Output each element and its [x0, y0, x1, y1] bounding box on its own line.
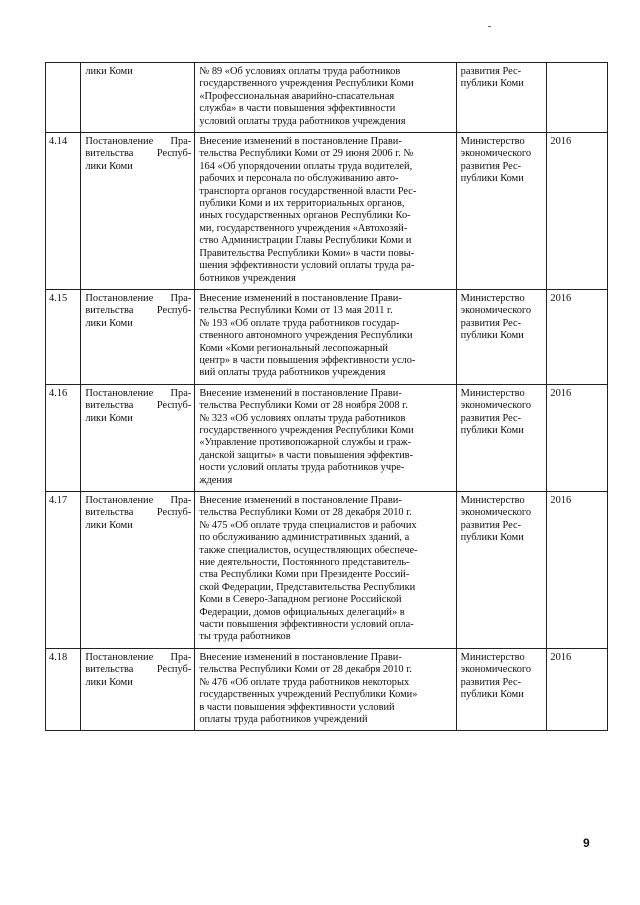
executor-line: развития Рес-	[460, 160, 522, 172]
executor-line: публики Коми	[460, 424, 524, 436]
executor-line: развития Рес-	[460, 412, 522, 424]
cell-executor	[456, 63, 547, 133]
cell-description	[195, 648, 456, 730]
description-line: № 193 «Об оплате труда работников государ-	[199, 317, 400, 329]
description-line: 164 «Об упорядочении оплаты труда водителей,	[199, 160, 413, 172]
executor-line: публики Коми	[460, 689, 524, 701]
description-line: вий оплаты труда работников учреждения	[199, 367, 386, 379]
document-type-line	[85, 652, 191, 664]
executor-line: развития Рес-	[460, 519, 522, 531]
cell-deadline: 2016	[547, 133, 608, 290]
cell-document-type	[81, 63, 195, 133]
description-line: иных государственных органов Республики Ко-	[199, 210, 411, 222]
executor-line: Министерство	[460, 387, 525, 399]
cell-description	[195, 133, 456, 290]
executor-line: публики Коми	[460, 173, 524, 185]
description-line: государственных учреждений Республики Коми»	[199, 689, 418, 701]
description-line: ждения	[199, 474, 233, 486]
cell-number: 4.18	[46, 648, 81, 730]
document-type-line	[85, 136, 191, 148]
document-type-word: Респуб-	[156, 664, 192, 676]
document-type-line	[85, 388, 191, 400]
description-line: Внесение изменений в постановление Прави-	[199, 292, 402, 304]
table-row-continuation	[46, 63, 608, 133]
document-type-line	[85, 400, 191, 412]
description-line: тельства Республики Коми от 28 ноября 2008 г.	[199, 400, 408, 412]
description-line: «Профессиональная аварийно-спасательная	[199, 90, 395, 102]
description-line: транспорта органов государственной власти Рес-	[199, 185, 417, 197]
document-type-word: вительства	[85, 148, 134, 160]
description-line: в части повышения эффективности условий	[199, 701, 395, 713]
description-line: ботников учреждения	[199, 272, 296, 284]
description-line: государственного учреждения Республики Коми	[199, 424, 414, 436]
document-type-line: лики Коми	[85, 519, 133, 531]
cell-description	[195, 492, 456, 649]
document-type-word: Респуб-	[156, 507, 192, 519]
executor-line: Министерство	[460, 495, 525, 506]
cell-deadline: 2016	[547, 492, 608, 649]
executor-line: Министерство	[460, 292, 525, 304]
document-type-word: Респуб-	[156, 305, 192, 317]
description-line: ние деятельности, Постоянного представитель-	[199, 557, 410, 569]
document-type-word: вительства	[85, 305, 134, 317]
document-type-word: Постановление	[85, 651, 154, 663]
document-type-word: Пра-	[170, 387, 192, 399]
document-type-line	[85, 293, 191, 305]
scan-speck	[488, 26, 491, 27]
document-type-line: лики Коми	[85, 66, 133, 77]
cell-executor	[456, 133, 547, 290]
executor-line: развития Рес-	[460, 317, 522, 329]
table-row	[46, 492, 608, 649]
document-type-word: Пра-	[170, 292, 192, 304]
description-line: № 476 «Об оплате труда работников некоторых	[199, 676, 410, 688]
document-type-word: Постановление	[85, 495, 154, 506]
executor-line: экономического	[460, 664, 532, 676]
cell-document-type	[81, 289, 195, 384]
document-type-word: Респуб-	[156, 148, 192, 160]
cell-deadline: 2016	[547, 289, 608, 384]
document-type-word: Постановление	[85, 292, 154, 304]
description-line: также специалистов, осуществляющих обеспече-	[199, 544, 418, 556]
document-type-line	[85, 664, 191, 676]
description-line: государственного учреждения Республики Коми	[199, 78, 414, 90]
description-line: тельства Республики Коми от 29 июня 2006 г. №	[199, 148, 414, 160]
cell-number: 4.17	[46, 492, 81, 649]
cell-description	[195, 63, 456, 133]
executor-line: экономического	[460, 305, 532, 317]
executor-line: публики Коми	[460, 78, 524, 90]
description-line: № 475 «Об оплате труда специалистов и рабочих	[199, 519, 417, 531]
description-line: рабочих и персонала по обслуживанию авто-	[199, 173, 399, 185]
executor-line: публики Коми	[460, 330, 524, 342]
cell-executor	[456, 648, 547, 730]
document-type-word: Пра-	[170, 651, 192, 663]
description-line: оплаты труда работников учреждений	[199, 713, 368, 725]
description-line: по обслуживанию административных зданий, а	[199, 532, 410, 544]
document-type-word: Пра-	[170, 495, 192, 506]
document-type-word: Постановление	[85, 136, 154, 148]
document-type-word: вительства	[85, 400, 134, 412]
table-row	[46, 648, 608, 730]
description-line: № 89 «Об условиях оплаты труда работников	[199, 66, 401, 77]
description-line: ственного автономного учреждения Республики	[199, 330, 413, 342]
description-line: тельства Республики Коми от 28 декабря 2010 г.	[199, 664, 412, 676]
document-type-line: лики Коми	[85, 160, 133, 172]
table-row	[46, 133, 608, 290]
cell-document-type	[81, 133, 195, 290]
cell-deadline: 2016	[547, 384, 608, 491]
cell-description	[195, 384, 456, 491]
description-line: данской защиты» в части повышения эффектив-	[199, 449, 414, 461]
cell-document-type	[81, 492, 195, 649]
document-type-line: лики Коми	[85, 412, 133, 424]
document-type-word: Респуб-	[156, 400, 192, 412]
cell-document-type	[81, 384, 195, 491]
document-type-word: вительства	[85, 507, 134, 519]
executor-line: публики Коми	[460, 532, 524, 544]
document-type-line	[85, 148, 191, 160]
description-line: части повышения эффективности условий опла-	[199, 619, 414, 631]
cell-executor	[456, 384, 547, 491]
description-line: Внесение изменений в постановление Прави-	[199, 495, 402, 506]
document-type-line: лики Коми	[85, 317, 133, 329]
description-line: ности условий оплаты труда работников учре-	[199, 462, 405, 474]
description-line: публики Коми и их территориальных органов,	[199, 198, 405, 210]
cell-deadline	[547, 63, 608, 133]
description-line: ства Республики Коми при Президенте Россий-	[199, 569, 410, 581]
description-line: ми, государственного учреждения «Автохозяй-	[199, 222, 408, 234]
description-line: № 323 «Об условиях оплаты труда работников	[199, 412, 406, 424]
table-row	[46, 384, 608, 491]
page-number: 9	[583, 836, 590, 850]
cell-executor	[456, 492, 547, 649]
description-line: тельства Республики Коми от 13 мая 2011 г.	[199, 305, 393, 317]
cell-deadline: 2016	[547, 648, 608, 730]
cell-number: 4.14	[46, 133, 81, 290]
executor-line: экономического	[460, 400, 532, 412]
description-line: Внесение изменений в постановление Прави-	[199, 136, 402, 148]
description-line: ты труда работников	[199, 631, 291, 643]
description-line: «Управление противопожарной службы и граж-	[199, 437, 412, 449]
cell-number: 4.16	[46, 384, 81, 491]
document-type-line: лики Коми	[85, 676, 133, 688]
description-line: Коми в Северо-Западном регионе Российской	[199, 594, 402, 606]
executor-line: экономического	[460, 148, 532, 160]
cell-document-type	[81, 648, 195, 730]
description-line: Правительства Республики Коми» в части повы-	[199, 247, 415, 259]
document-type-line	[85, 305, 191, 317]
description-line: Коми «Коми региональный лесопожарный	[199, 342, 388, 354]
cell-executor	[456, 289, 547, 384]
description-line: ской Федерации, Представительства Республики	[199, 581, 416, 593]
document-type-word: вительства	[85, 664, 134, 676]
executor-line: развития Рес-	[460, 676, 522, 688]
executor-line: развития Рес-	[460, 66, 522, 77]
cell-description	[195, 289, 456, 384]
description-line: шения эффективности условий оплаты труда ра-	[199, 260, 415, 272]
cell-number	[46, 63, 81, 133]
document-type-line	[85, 507, 191, 519]
executor-line: Министерство	[460, 651, 525, 663]
table-row	[46, 289, 608, 384]
description-line: Внесение изменений в постановление Прави-	[199, 651, 402, 663]
description-line: ство Администрации Главы Республики Коми и	[199, 235, 412, 247]
measures-table	[45, 62, 608, 731]
document-type-word: Постановление	[85, 387, 154, 399]
description-line: тельства Республики Коми от 28 декабря 2010 г.	[199, 507, 412, 519]
description-line: центр» в части повышения эффективности усло-	[199, 354, 416, 366]
description-line: служба» в части повышения эффективности	[199, 103, 396, 115]
description-line: Федерации, домов официальных делегаций» в	[199, 606, 405, 618]
document-type-word: Пра-	[170, 136, 192, 148]
executor-line: экономического	[460, 507, 532, 519]
cell-number: 4.15	[46, 289, 81, 384]
document-type-line	[85, 495, 191, 507]
description-line: условий оплаты труда работников учреждения	[199, 115, 406, 127]
executor-line: Министерство	[460, 136, 525, 148]
description-line: Внесение изменений в постановление Прави-	[199, 387, 402, 399]
